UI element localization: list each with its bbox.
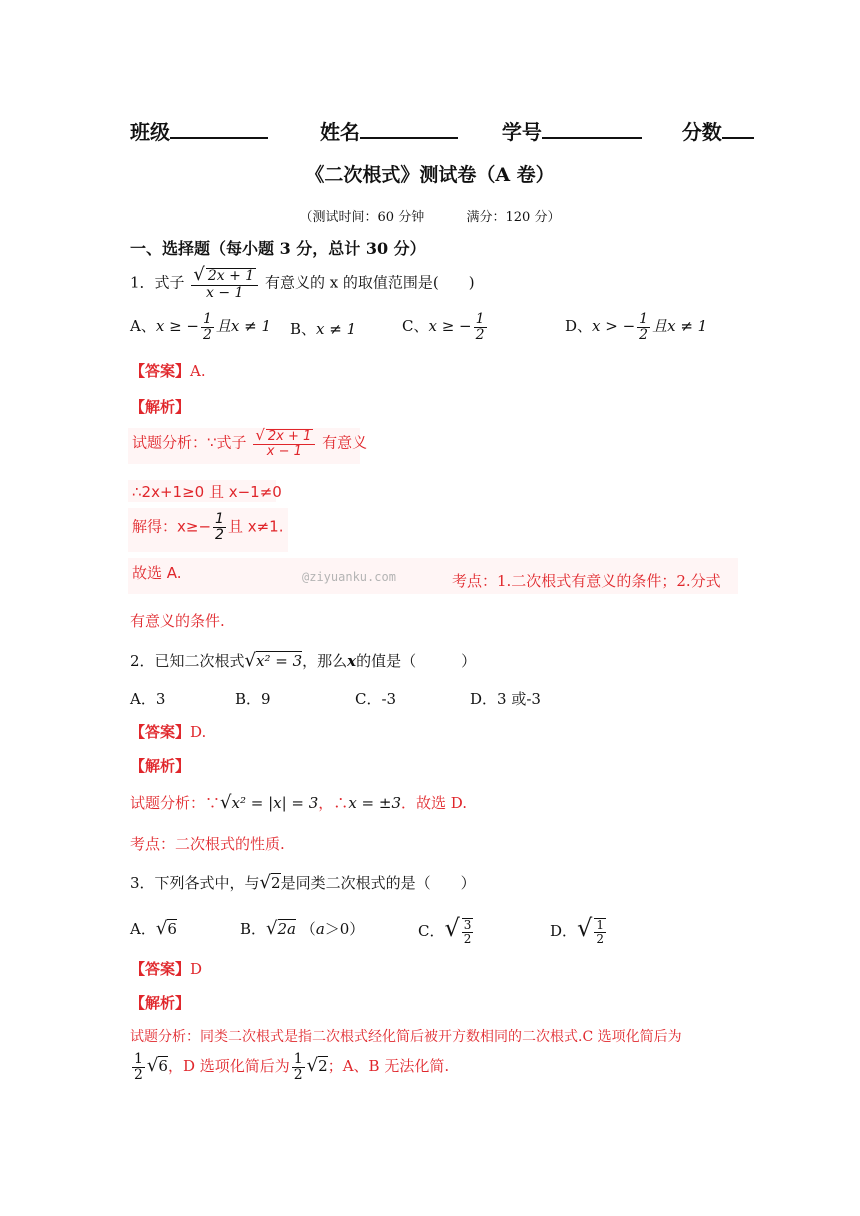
sqrt-icon: √ <box>220 792 232 813</box>
sqrt-icon: √ <box>244 650 257 671</box>
half-den: 2 <box>202 326 212 343</box>
q3-opt-b-label: B． <box>240 920 267 938</box>
q2-expr: x² = 3 <box>256 652 303 670</box>
q3-analysis-line1: 试题分析：同类二次根式是指二次根式经化简后被开方数相同的二次根式.C 选项化简后为 <box>130 1029 682 1045</box>
half-fraction <box>201 312 214 342</box>
q3-analysis-c-num: 1 <box>134 1051 143 1067</box>
sqrt-icon: √ <box>306 1055 319 1077</box>
q1-opt-b-label: B、 <box>290 320 317 338</box>
section-heading: 一、选择题（每小题 3 分，总计 30 分） <box>130 239 426 258</box>
q3-opt-d-frac <box>594 918 606 945</box>
id-label: 学号 <box>501 120 542 144</box>
q1-opt-b-expr: x ≠ 1 <box>316 320 357 338</box>
answer-value: A. <box>190 362 206 380</box>
q3-answer <box>130 958 202 979</box>
half-num: 1 <box>639 311 649 327</box>
q3-analysis-d-frac <box>292 1052 305 1082</box>
q3-options <box>130 914 730 954</box>
q1-kaodian-line1: 考点：1.二次根式有意义的条件；2.分式 <box>452 572 721 590</box>
q1-img-line4: 故选 A. <box>132 564 182 582</box>
q3-analysis-c-frac <box>132 1052 145 1082</box>
q1-opt-d-expr: x > − <box>592 317 636 336</box>
q1-answer <box>130 360 206 381</box>
q2-analysis-end: ．故选 D. <box>401 794 468 812</box>
q3-option-c[interactable] <box>418 914 475 946</box>
q3-opt-b-cond-var: a <box>315 920 325 938</box>
q3-option-d[interactable] <box>550 914 608 946</box>
q3-opt-b-cond-rest: ＞0） <box>324 920 365 938</box>
q1-option-b[interactable] <box>290 318 356 339</box>
q3-analysis-d-num: 1 <box>293 1051 303 1067</box>
q1-option-d[interactable] <box>565 312 707 342</box>
score-blank[interactable] <box>722 119 754 139</box>
q2-answer <box>130 721 206 742</box>
q3-analysis-c-rad: 6 <box>158 1057 168 1076</box>
q2-analysis-tag: 【解析】 <box>130 757 191 775</box>
q3-analysis-d-rad: 2 <box>318 1057 328 1076</box>
q2-prefix: 2．已知二次根式 <box>130 652 245 670</box>
q1-denominator: x − 1 <box>206 284 244 301</box>
q1-img-line2: ∴2x+1≥0 且 x−1≠0 <box>132 483 282 501</box>
score-label: 分数 <box>681 120 722 144</box>
q2-var: x <box>347 652 357 670</box>
sqrt-icon: √ <box>266 918 278 939</box>
q1-img-line3 <box>132 512 283 542</box>
q2-analysis-expr: x² = |x| = 3 <box>231 794 319 812</box>
half-den: 2 <box>639 326 649 343</box>
q3-analysis-tag: 【解析】 <box>130 994 191 1012</box>
q3-analysis-d-den: 2 <box>293 1066 303 1083</box>
q3-analysis-line2 <box>130 1052 449 1082</box>
header-row <box>130 116 730 145</box>
q1-option-a[interactable] <box>130 312 271 342</box>
name-blank[interactable] <box>360 119 458 139</box>
class-blank[interactable] <box>170 119 268 139</box>
q1-analysis-tag: 【解析】 <box>130 398 191 416</box>
id-blank[interactable] <box>542 119 642 139</box>
q1-kaodian-line2: 有意义的条件. <box>130 612 225 630</box>
answer-tag: 【答案】 <box>130 723 191 741</box>
img-line1-suffix: 有意义 <box>322 433 368 452</box>
q2-suffix: ，那么 <box>302 652 348 670</box>
q1-opt-d-tail: 且x ≠ 1 <box>652 317 708 336</box>
q3-opt-d-den: 2 <box>596 932 604 946</box>
half-fraction <box>637 312 650 342</box>
q1-prefix: 1．式子 <box>130 273 185 292</box>
q3-opt-b-cond-open: （ <box>300 920 316 938</box>
q3-opt-a-rad: 6 <box>167 920 177 938</box>
answer-tag: 【答案】 <box>130 362 191 380</box>
q3-opt-c-den: 2 <box>463 932 472 946</box>
q2-analysis-result: x = ±3 <box>348 794 401 812</box>
answer-tag: 【答案】 <box>130 960 191 978</box>
q1-opt-c-label: C、 <box>402 317 429 336</box>
q3-suffix: 是同类二次根式的是（ ） <box>280 874 476 892</box>
half-den: 2 <box>215 526 224 543</box>
q1-numerator: 2x + 1 <box>207 268 255 284</box>
q1-stem <box>130 266 475 301</box>
half-num: 1 <box>215 511 224 527</box>
q2-analysis <box>130 792 467 813</box>
q2-analysis-mid: ，∴ <box>318 794 349 812</box>
name-label: 姓名 <box>319 120 360 144</box>
img-numerator: 2x + 1 <box>267 429 312 444</box>
q3-opt-d-num: 1 <box>596 918 604 933</box>
sqrt-icon: √ <box>193 264 205 285</box>
q2-suffix2: 的值是（ ） <box>356 652 477 670</box>
q2-analysis-prefix: 试题分析：∵ <box>130 794 221 812</box>
exam-info <box>0 206 860 225</box>
q3-option-a[interactable] <box>130 918 177 939</box>
sqrt-icon: √ <box>577 914 593 942</box>
q2-option-a[interactable]: A．3 <box>130 690 166 708</box>
q1-option-c[interactable] <box>402 312 489 342</box>
q1-suffix: 有意义的 x 的取值范围是( ) <box>264 273 475 292</box>
half-fraction <box>474 312 487 342</box>
sqrt-icon: √ <box>146 1055 159 1077</box>
q3-opt-c-frac <box>462 918 474 945</box>
q3-analysis-mid: ，D 选项化简后为 <box>167 1057 290 1076</box>
q3-stem <box>130 872 476 893</box>
exam-time: （测试时间：60 分钟 <box>299 210 425 225</box>
img-line1-prefix: 试题分析：∵式子 <box>132 433 247 452</box>
answer-value: D <box>190 960 203 978</box>
q1-img-line1 <box>132 428 367 458</box>
q3-opt-c-num: 3 <box>463 918 472 933</box>
exam-score: 满分：120 分） <box>466 210 561 225</box>
class-label: 班级 <box>130 120 170 144</box>
q1-opt-d-label: D、 <box>565 317 593 336</box>
half-num: 1 <box>202 311 212 327</box>
img-denominator: x − 1 <box>266 443 302 459</box>
q1-opt-a-expr: x ≥ − <box>155 317 199 336</box>
q3-opt-d-label: D． <box>550 922 578 940</box>
page-title: 《二次根式》测试卷（A 卷） <box>305 164 555 186</box>
q1-opt-a-tail: 且x ≠ 1 <box>215 317 272 336</box>
q1-opt-a-label: A、 <box>130 317 156 336</box>
img-line3-prefix: 解得：x≥− <box>132 517 212 536</box>
q2-option-c[interactable]: C．-3 <box>355 690 397 708</box>
answer-value: D. <box>190 723 207 741</box>
img-line3-suffix: 且 x≠1. <box>227 517 284 536</box>
half-num: 1 <box>475 311 485 327</box>
sqrt-icon: √ <box>155 918 168 939</box>
watermark: @ziyuanku.com <box>302 570 396 584</box>
q2-option-d[interactable]: D．3 或-3 <box>470 690 541 708</box>
sqrt-icon: √ <box>255 426 265 444</box>
half-den: 2 <box>475 326 485 343</box>
q3-opt-a-label: A． <box>130 920 156 938</box>
half-fraction <box>213 512 226 542</box>
sqrt-icon: √ <box>444 914 460 942</box>
q3-analysis-c-den: 2 <box>134 1066 143 1083</box>
q3-prefix: 3．下列各式中，与 <box>130 874 260 892</box>
sqrt-icon: √ <box>259 872 272 893</box>
img-fraction <box>253 428 315 458</box>
q3-analysis-end: ；A、B 无法化简. <box>327 1057 450 1076</box>
q3-opt-b-rad: 2a <box>277 920 297 938</box>
q3-radicand: 2 <box>271 874 281 892</box>
q3-opt-c-label: C． <box>418 922 445 940</box>
q1-opt-c-expr: x ≥ − <box>428 317 472 336</box>
q1-fraction <box>191 266 258 301</box>
q2-option-b[interactable]: B．9 <box>235 690 271 708</box>
q2-kaodian: 考点：二次根式的性质. <box>130 835 285 853</box>
q3-option-b[interactable] <box>240 918 364 939</box>
q2-stem <box>130 650 476 671</box>
